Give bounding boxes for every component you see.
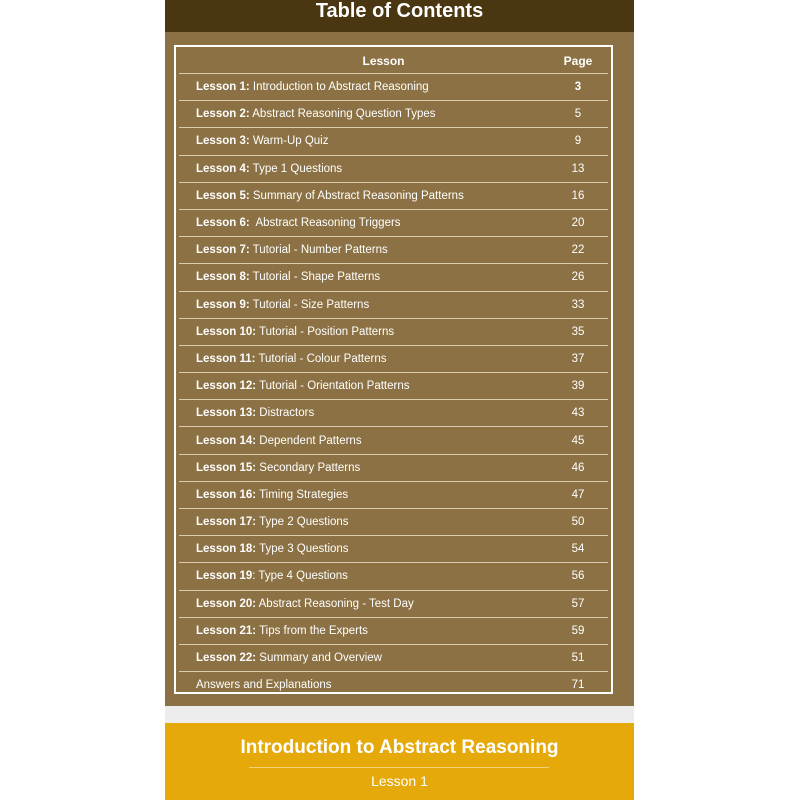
page-number: 9 (548, 128, 608, 155)
lesson-title: Tips from the Experts (256, 624, 368, 637)
lesson-title: Distractors (256, 407, 315, 420)
toc-row[interactable] (179, 155, 608, 182)
lesson-number: Lesson 7: (196, 244, 250, 257)
toc-row[interactable] (179, 345, 608, 372)
lesson-number: Lesson 15: (196, 461, 257, 474)
lesson-number: Lesson 10: (196, 325, 257, 338)
lesson-title: Abstract Reasoning - Test Day (256, 597, 414, 610)
page-number: 26 (548, 264, 608, 291)
toc-row[interactable] (179, 536, 608, 563)
lesson-title: Answers and Explanations (196, 679, 332, 692)
lesson-number: Lesson 18: (196, 543, 257, 556)
toc-lesson-cell (179, 590, 548, 617)
toc-row[interactable] (179, 400, 608, 427)
toc-rows (179, 74, 608, 699)
toc-row[interactable] (179, 509, 608, 536)
toc-lesson-cell (179, 509, 548, 536)
toc-row[interactable] (179, 454, 608, 481)
toc-lesson-cell (179, 644, 548, 671)
toc-title: Table of Contents (165, 0, 634, 32)
page-number: 22 (548, 237, 608, 264)
toc-lesson-cell (179, 128, 548, 155)
toc-lesson-cell (179, 209, 548, 236)
page-number: 46 (548, 454, 608, 481)
toc-row[interactable] (179, 128, 608, 155)
toc-lesson-cell (179, 264, 548, 291)
page-number: 47 (548, 481, 608, 508)
lesson-title: Tutorial - Orientation Patterns (256, 380, 410, 393)
page-number: 43 (548, 400, 608, 427)
lesson-title: Timing Strategies (256, 488, 349, 501)
toc-row[interactable] (179, 318, 608, 345)
section-divider (165, 706, 634, 723)
lesson-number: Lesson 21: (196, 624, 257, 637)
toc-lesson-cell (179, 318, 548, 345)
toc-lesson-cell (179, 74, 548, 101)
lesson-title: Secondary Patterns (256, 461, 361, 474)
toc-lesson-cell (179, 481, 548, 508)
toc-lesson-cell (179, 536, 548, 563)
lesson-number: Lesson 11: (196, 352, 256, 365)
page-number: 20 (548, 209, 608, 236)
lesson-banner-subtitle: Lesson 1 (371, 773, 428, 789)
lesson-number: Lesson 8: (196, 271, 250, 284)
page-number: 37 (548, 345, 608, 372)
lesson-number: Lesson 16: (196, 488, 257, 501)
toc-row[interactable] (179, 617, 608, 644)
lesson-title: Type 1 Questions (249, 162, 343, 175)
page-number: 35 (548, 318, 608, 345)
lesson-title: : Type 4 Questions (252, 570, 348, 583)
page-number: 50 (548, 509, 608, 536)
toc-lesson-cell (179, 101, 548, 128)
lesson-number: Lesson 12: (196, 380, 257, 393)
toc-row[interactable] (179, 590, 608, 617)
toc-lesson-cell (179, 182, 548, 209)
toc-row[interactable] (179, 427, 608, 454)
page-number: 33 (548, 291, 608, 318)
lesson-number: Lesson 2: (196, 108, 250, 121)
toc-lesson-cell (179, 563, 548, 590)
lesson-number: Lesson 14: (196, 434, 257, 447)
toc-row[interactable] (179, 481, 608, 508)
page-number: 16 (548, 182, 608, 209)
page-number: 56 (548, 563, 608, 590)
page-number: 45 (548, 427, 608, 454)
toc-lesson-cell (179, 155, 548, 182)
lesson-banner-rule (249, 767, 549, 768)
lesson-number: Lesson 17: (196, 516, 257, 529)
toc-lesson-cell (179, 345, 548, 372)
toc-row[interactable] (179, 672, 608, 699)
lesson-title: Tutorial - Number Patterns (249, 244, 388, 257)
toc-row[interactable] (179, 74, 608, 101)
page-number: 71 (571, 679, 585, 692)
toc-row[interactable] (179, 101, 608, 128)
lesson-number: Lesson 9: (196, 298, 250, 311)
column-header-page: Page (548, 49, 608, 74)
toc-row[interactable] (179, 182, 608, 209)
page-number: 57 (548, 590, 608, 617)
page-number: 13 (548, 155, 608, 182)
column-header-lesson: Lesson (179, 49, 548, 74)
toc-panel (165, 32, 634, 706)
lesson-title: Abstract Reasoning Question Types (249, 108, 436, 121)
toc-row[interactable] (179, 644, 608, 671)
lesson-title: Introduction to Abstract Reasoning (249, 81, 429, 94)
lesson-number: Lesson 20: (196, 597, 257, 610)
toc-lesson-cell (179, 454, 548, 481)
page-number: 51 (548, 644, 608, 671)
lesson-number: Lesson 5: (196, 189, 250, 202)
toc-row[interactable] (179, 291, 608, 318)
toc-lesson-cell (179, 617, 548, 644)
lesson-number: Lesson 3: (196, 135, 250, 148)
page-number: 54 (548, 536, 608, 563)
lesson-title: Warm-Up Quiz (249, 135, 329, 148)
toc-header-row (179, 49, 608, 74)
page-number: 59 (548, 617, 608, 644)
lesson-title: Tutorial - Size Patterns (249, 298, 370, 311)
lesson-title: Abstract Reasoning Triggers (249, 217, 401, 230)
toc-row[interactable] (179, 264, 608, 291)
lesson-title: Type 2 Questions (256, 516, 349, 529)
lesson-number: Lesson 1: (196, 81, 250, 94)
toc-lesson-cell (179, 400, 548, 427)
toc-row[interactable] (179, 237, 608, 264)
toc-lesson-cell (179, 672, 548, 699)
lesson-title: Tutorial - Position Patterns (256, 325, 395, 338)
toc-row[interactable] (179, 209, 608, 236)
toc-lesson-cell (179, 427, 548, 454)
lesson-number: Lesson 13: (196, 407, 257, 420)
lesson-number: Lesson 19 (196, 570, 253, 583)
toc-table (179, 49, 608, 698)
document-page (165, 0, 634, 800)
toc-row[interactable] (179, 373, 608, 400)
lesson-title: Tutorial - Colour Patterns (255, 352, 387, 365)
page-number: 39 (548, 373, 608, 400)
lesson-number: Lesson 4: (196, 162, 250, 175)
lesson-title: Summary of Abstract Reasoning Patterns (249, 189, 464, 202)
lesson-title: Tutorial - Shape Patterns (249, 271, 381, 284)
toc-frame (174, 45, 613, 694)
lesson-number: Lesson 6: (196, 217, 250, 230)
toc-lesson-cell (179, 291, 548, 318)
toc-lesson-cell (179, 237, 548, 264)
page-number: 5 (548, 101, 608, 128)
toc-row[interactable] (179, 563, 608, 590)
lesson-banner (165, 723, 634, 800)
lesson-title: Dependent Patterns (256, 434, 362, 447)
lesson-title: Summary and Overview (256, 652, 382, 665)
toc-lesson-cell (179, 373, 548, 400)
page-number: 3 (548, 74, 608, 101)
lesson-title: Type 3 Questions (256, 543, 349, 556)
lesson-number: Lesson 22: (196, 652, 257, 665)
lesson-banner-title: Introduction to Abstract Reasoning (240, 737, 559, 758)
